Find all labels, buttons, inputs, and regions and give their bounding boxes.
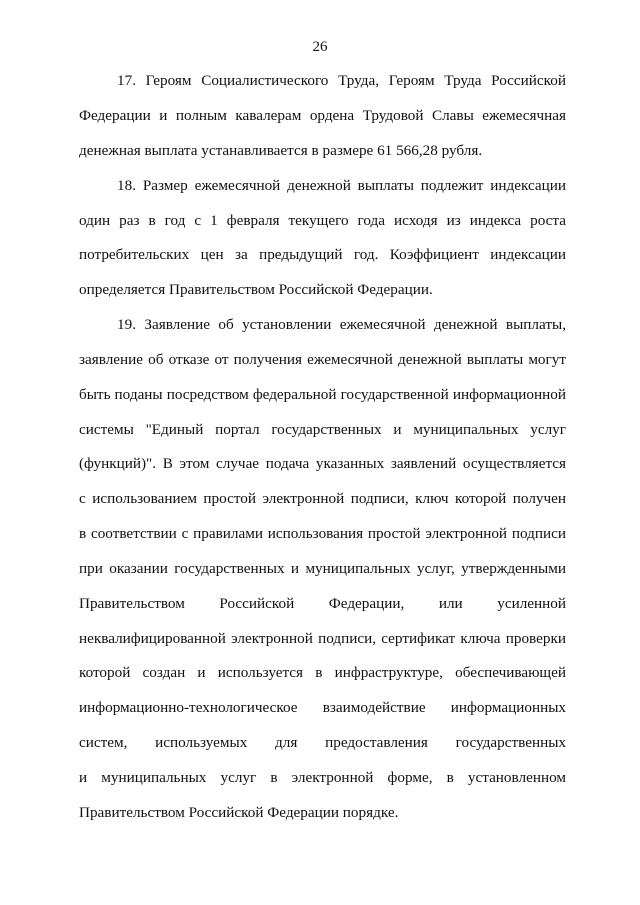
text-line: 18. Размер ежемесячной денежной выплаты подлежит индексации — [117, 177, 566, 194]
text-line: информационно-технологическое взаимодействие информационных — [79, 699, 566, 716]
text-line: с использованием простой электронной подписи, ключ которой получен — [79, 490, 566, 507]
text-line: и муниципальных услуг в электронной форме, в установленном — [79, 769, 566, 786]
text-line: определяется Правительством Российской Федерации. — [79, 281, 433, 298]
text-line: которой создан и используется в инфраструктуре, обеспечивающей — [79, 664, 566, 681]
text-line: систем, используемых для предоставления государственных — [79, 734, 566, 751]
text-line: неквалифицированной электронной подписи, сертификат ключа проверки — [79, 630, 566, 647]
text-line: быть поданы посредством федеральной государственной информационной — [79, 386, 566, 403]
text-line: Правительством Российской Федерации, или усиленной — [79, 595, 566, 612]
text-line: потребительских цен за предыдущий год. Коэффициент индексации — [79, 246, 566, 263]
text-line: (функций)". В этом случае подача указанных заявлений осуществляется — [79, 455, 566, 472]
text-line: в соответствии с правилами использования простой электронной подписи — [79, 525, 566, 542]
text-line: заявление об отказе от получения ежемесячной денежной выплаты могут — [79, 351, 566, 368]
text-line: Правительством Российской Федерации порядке. — [79, 804, 399, 821]
text-line: при оказании государственных и муниципальных услуг, утвержденными — [79, 560, 566, 577]
text-line: денежная выплата устанавливается в размере 61 566,28 рубля. — [79, 142, 483, 159]
text-line: 17. Героям Социалистического Труда, Героям Труда Российской — [117, 72, 566, 89]
text-line: системы "Единый портал государственных и муниципальных услуг — [79, 421, 566, 438]
text-line: Федерации и полным кавалерам ордена Трудовой Славы ежемесячная — [79, 107, 566, 124]
text-line: один раз в год с 1 февраля текущего года исходя из индекса роста — [79, 212, 566, 229]
page-number: 26 — [312, 39, 328, 55]
text-line: 19. Заявление об установлении ежемесячной денежной выплаты, — [117, 316, 566, 333]
